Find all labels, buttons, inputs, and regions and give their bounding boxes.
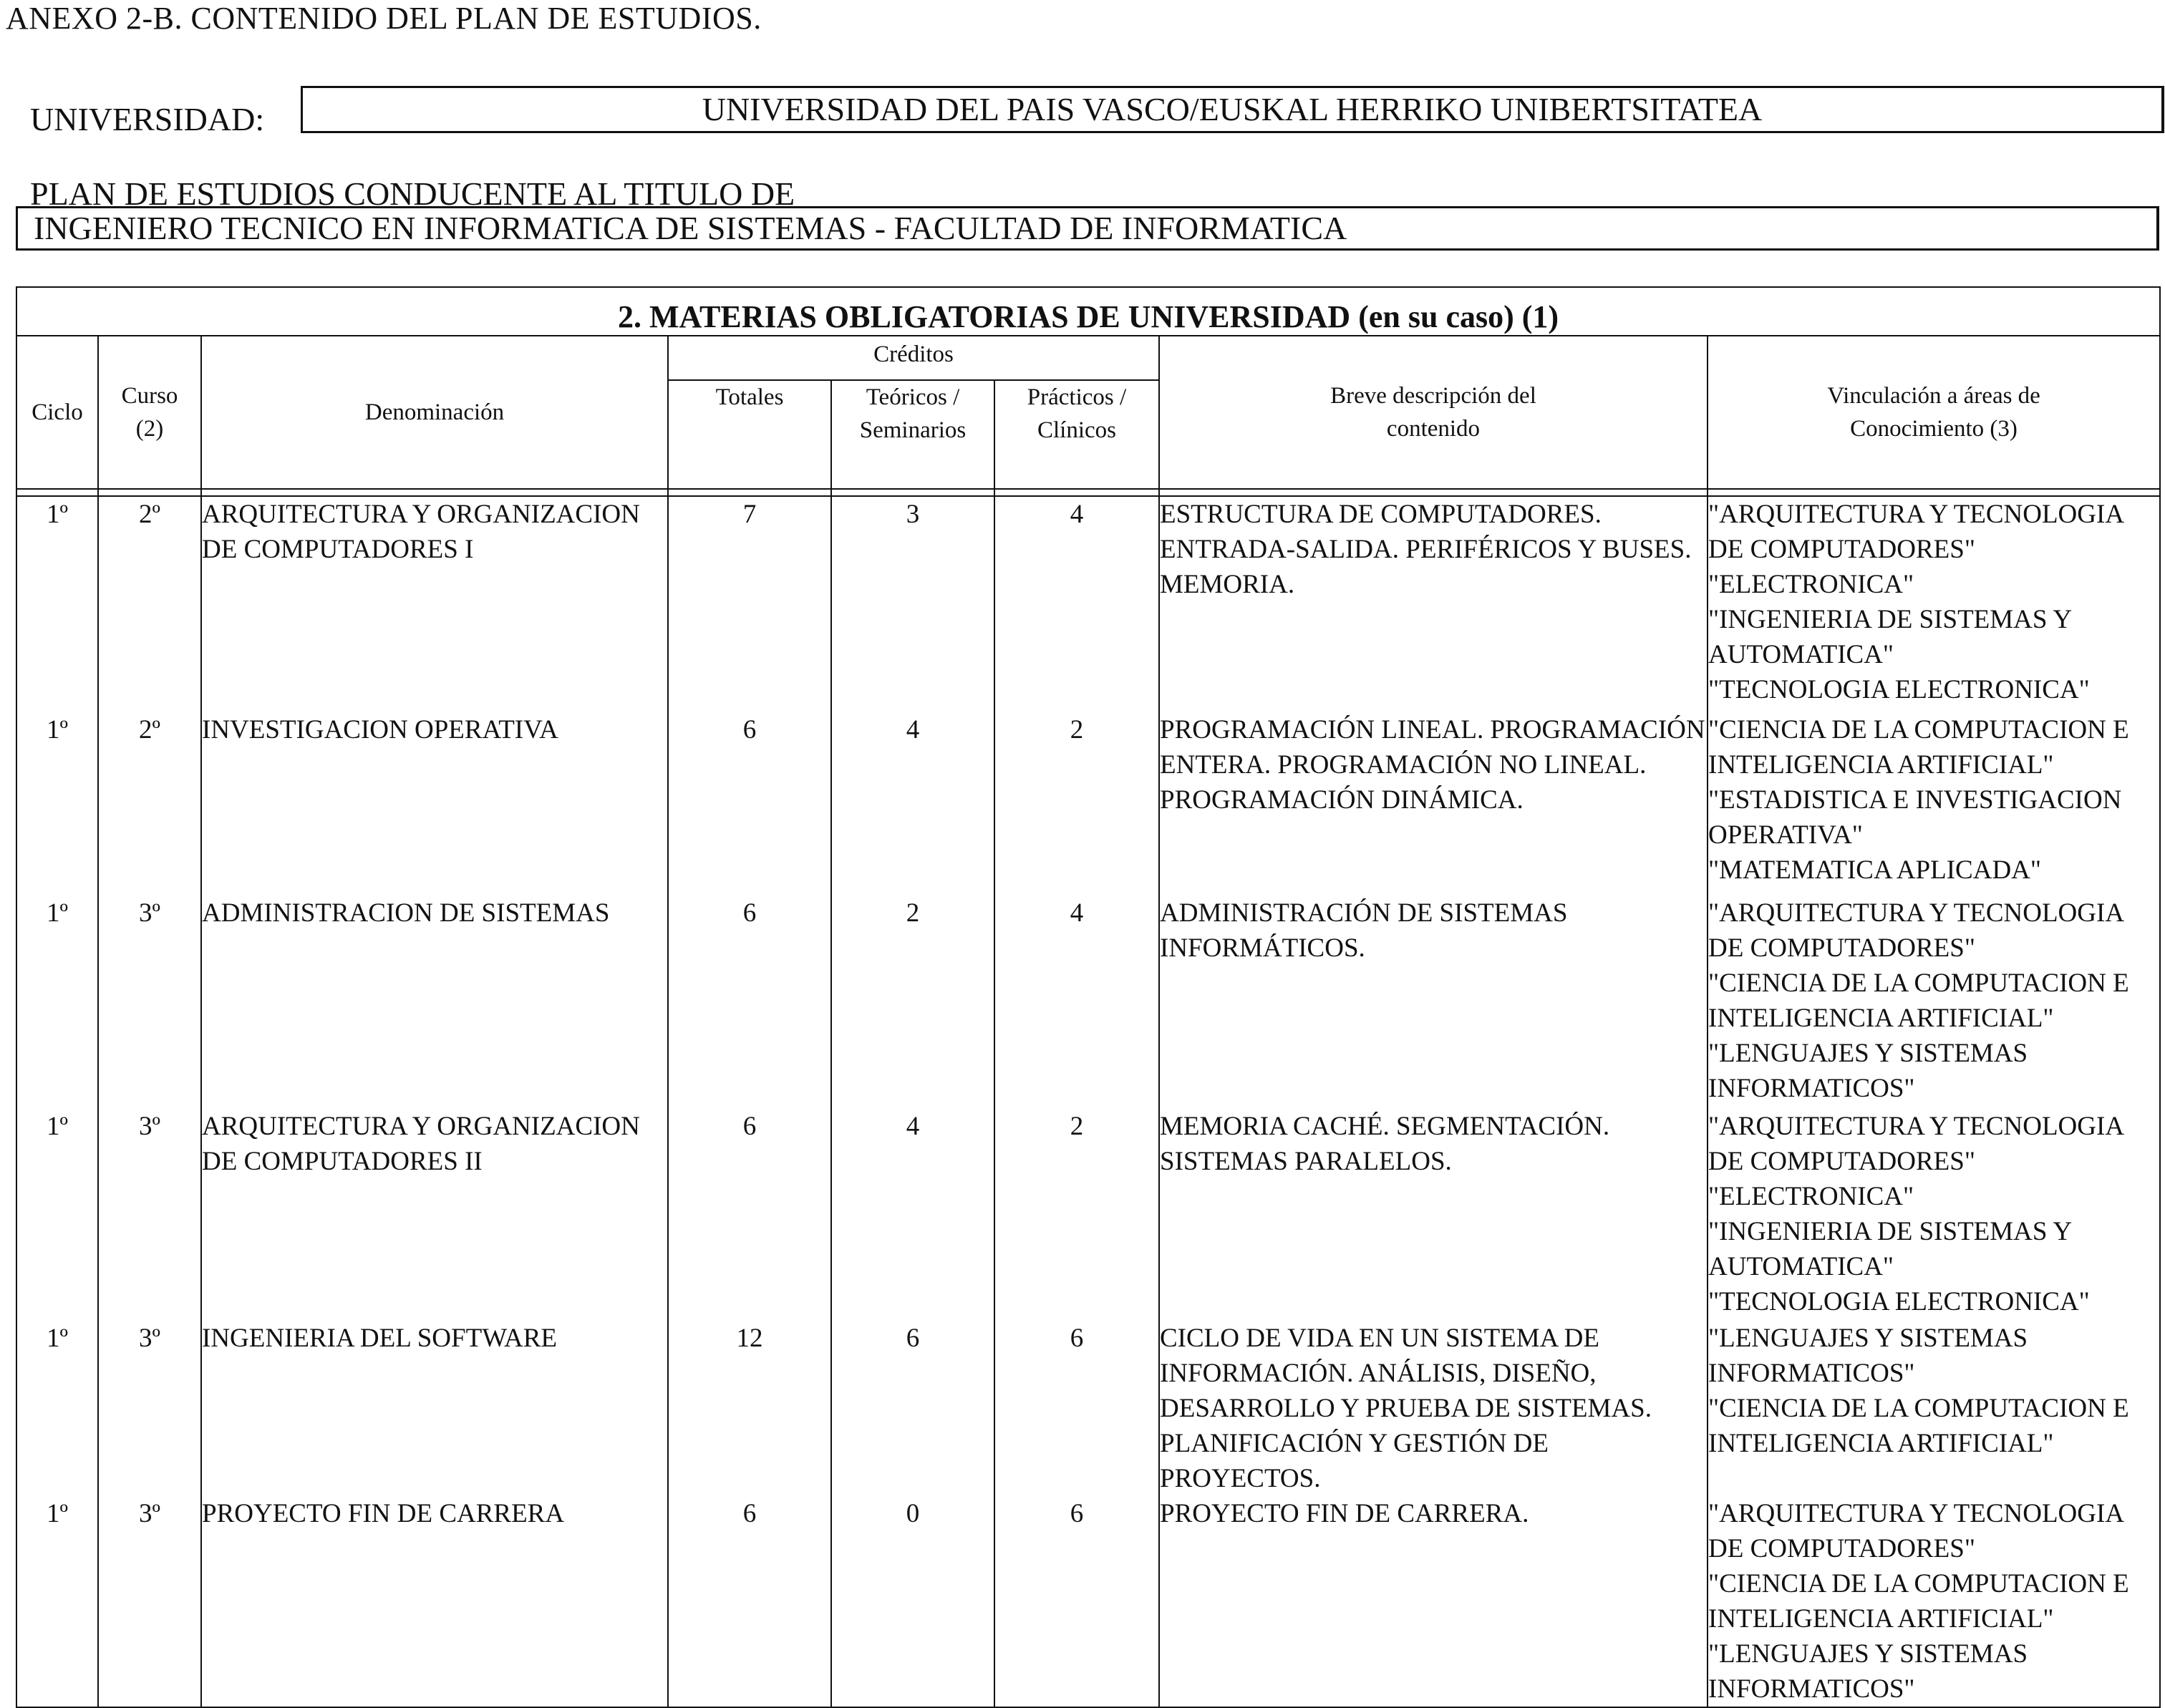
vinculacion-area: "INGENIERIA DE SISTEMAS Y AUTOMATICA" bbox=[1708, 1217, 2071, 1281]
header-totales: Totales bbox=[668, 380, 831, 489]
cell-ciclo: 1º bbox=[16, 896, 98, 1109]
header-descripcion bbox=[1159, 336, 1708, 489]
table-row bbox=[16, 496, 2160, 712]
cell-teoricos: 2 bbox=[831, 896, 994, 1109]
header-curso bbox=[98, 336, 201, 489]
vinculacion-area: "ELECTRONICA" bbox=[1708, 570, 1914, 599]
header-creditos: Créditos bbox=[668, 336, 1159, 380]
cell-vinculacion bbox=[1708, 1109, 2160, 1321]
cell-denominacion: ADMINISTRACION DE SISTEMAS bbox=[201, 896, 668, 1109]
vinculacion-area: "CIENCIA DE LA COMPUTACION E INTELIGENCIA ARTIFICIAL" bbox=[1708, 715, 2129, 780]
vinculacion-area: "ARQUITECTURA Y TECNOLOGIA DE COMPUTADORES" bbox=[1708, 898, 2123, 963]
header-teoricos-label: Teóricos / Seminarios bbox=[859, 384, 967, 443]
document-title: ANEXO 2-B. CONTENIDO DEL PLAN DE ESTUDIOS. bbox=[6, 1, 762, 36]
cell-teoricos: 6 bbox=[831, 1321, 994, 1496]
cell-vinculacion bbox=[1708, 896, 2160, 1109]
header-practicos bbox=[994, 380, 1159, 489]
cell-ciclo: 1º bbox=[16, 1109, 98, 1321]
university-name-box bbox=[301, 86, 2164, 133]
cell-curso: 3º bbox=[98, 1321, 201, 1496]
vinculacion-area: "MATEMATICA APLICADA" bbox=[1708, 855, 2041, 885]
vinculacion-area: "INGENIERIA DE SISTEMAS Y AUTOMATICA" bbox=[1708, 605, 2071, 669]
cell-denominacion: INVESTIGACION OPERATIVA bbox=[201, 712, 668, 896]
table-row bbox=[16, 896, 2160, 1109]
cell-vinculacion bbox=[1708, 712, 2160, 896]
vinculacion-area: "ARQUITECTURA Y TECNOLOGIA DE COMPUTADORES" bbox=[1708, 500, 2123, 564]
cell-vinculacion bbox=[1708, 1321, 2160, 1496]
vinculacion-area: "TECNOLOGIA ELECTRONICA" bbox=[1708, 675, 2090, 704]
header-denominacion: Denominación bbox=[201, 336, 668, 489]
cell-totales: 6 bbox=[668, 1496, 831, 1707]
university-label: UNIVERSIDAD: bbox=[30, 101, 265, 137]
cell-teoricos: 3 bbox=[831, 496, 994, 712]
section-title: 2. MATERIAS OBLIGATORIAS DE UNIVERSIDAD (en su caso) (1) bbox=[16, 287, 2160, 336]
cell-practicos: 2 bbox=[994, 1109, 1159, 1321]
vinculacion-area: "CIENCIA DE LA COMPUTACION E INTELIGENCIA ARTIFICIAL" bbox=[1708, 1394, 2129, 1458]
vinculacion-area: "CIENCIA DE LA COMPUTACION E INTELIGENCIA ARTIFICIAL" bbox=[1708, 969, 2129, 1033]
cell-curso: 3º bbox=[98, 1496, 201, 1707]
cell-practicos: 6 bbox=[994, 1321, 1159, 1496]
university-name: UNIVERSIDAD DEL PAIS VASCO/EUSKAL HERRIKO UNIBERTSITATEA bbox=[702, 91, 1763, 127]
vinculacion-area: "ELECTRONICA" bbox=[1708, 1182, 1914, 1211]
cell-descripcion: CICLO DE VIDA EN UN SISTEMA DE INFORMACIÓN. ANÁLISIS, DISEÑO, DESARROLLO Y PRUEBA DE SISTEMAS. PLANIFICACIÓN Y GESTIÓN DE PROYECTOS. bbox=[1159, 1321, 1708, 1496]
cell-teoricos: 4 bbox=[831, 712, 994, 896]
vinculacion-area: "LENGUAJES Y SISTEMAS INFORMATICOS" bbox=[1708, 1039, 2028, 1103]
cell-practicos: 6 bbox=[994, 1496, 1159, 1707]
vinculacion-area: "LENGUAJES Y SISTEMAS INFORMATICOS" bbox=[1708, 1639, 2028, 1704]
cell-totales: 6 bbox=[668, 712, 831, 896]
table-row bbox=[16, 1321, 2160, 1496]
header-ciclo: Ciclo bbox=[16, 336, 98, 489]
cell-teoricos: 4 bbox=[831, 1109, 994, 1321]
cell-descripcion: PROYECTO FIN DE CARRERA. bbox=[1159, 1496, 1708, 1707]
vinculacion-area: "ESTADISTICA E INVESTIGACION OPERATIVA" bbox=[1708, 785, 2122, 850]
cell-ciclo: 1º bbox=[16, 1496, 98, 1707]
table-row bbox=[16, 1109, 2160, 1321]
cell-curso: 2º bbox=[98, 712, 201, 896]
header-curso-label: Curso (2) bbox=[121, 383, 178, 442]
cell-practicos: 2 bbox=[994, 712, 1159, 896]
cell-ciclo: 1º bbox=[16, 1321, 98, 1496]
cell-vinculacion bbox=[1708, 1496, 2160, 1707]
cell-curso: 3º bbox=[98, 1109, 201, 1321]
plan-name: INGENIERO TECNICO EN INFORMATICA DE SISTEMAS - FACULTAD DE INFORMATICA bbox=[34, 210, 1347, 246]
cell-teoricos: 0 bbox=[831, 1496, 994, 1707]
cell-denominacion: PROYECTO FIN DE CARRERA bbox=[201, 1496, 668, 1707]
cell-curso: 2º bbox=[98, 496, 201, 712]
vinculacion-area: "ARQUITECTURA Y TECNOLOGIA DE COMPUTADORES" bbox=[1708, 1112, 2123, 1176]
plan-name-box bbox=[16, 206, 2159, 251]
vinculacion-area: "ARQUITECTURA Y TECNOLOGIA DE COMPUTADORES" bbox=[1708, 1499, 2123, 1563]
vinculacion-area: "TECNOLOGIA ELECTRONICA" bbox=[1708, 1287, 2090, 1316]
cell-denominacion: ARQUITECTURA Y ORGANIZACION DE COMPUTADORES I bbox=[201, 496, 668, 712]
header-vinculacion bbox=[1708, 336, 2160, 489]
cell-denominacion: INGENIERIA DEL SOFTWARE bbox=[201, 1321, 668, 1496]
cell-totales: 12 bbox=[668, 1321, 831, 1496]
subjects-table bbox=[16, 286, 2161, 1708]
header-vinculacion-label: Vinculación a áreas de Conocimiento (3) bbox=[1827, 383, 2040, 442]
vinculacion-area: "CIENCIA DE LA COMPUTACION E INTELIGENCIA ARTIFICIAL" bbox=[1708, 1569, 2129, 1634]
header-descripcion-label: Breve descripción del contenido bbox=[1330, 383, 1536, 442]
cell-curso: 3º bbox=[98, 896, 201, 1109]
cell-totales: 7 bbox=[668, 496, 831, 712]
cell-practicos: 4 bbox=[994, 496, 1159, 712]
header-practicos-label: Prácticos / Clínicos bbox=[1027, 384, 1127, 443]
table-row bbox=[16, 1496, 2160, 1707]
cell-totales: 6 bbox=[668, 1109, 831, 1321]
cell-denominacion: ARQUITECTURA Y ORGANIZACION DE COMPUTADORES II bbox=[201, 1109, 668, 1321]
header-teoricos bbox=[831, 380, 994, 489]
cell-totales: 6 bbox=[668, 896, 831, 1109]
cell-descripcion: ESTRUCTURA DE COMPUTADORES. ENTRADA-SALIDA. PERIFÉRICOS Y BUSES. MEMORIA. bbox=[1159, 496, 1708, 712]
cell-descripcion: MEMORIA CACHÉ. SEGMENTACIÓN. SISTEMAS PARALELOS. bbox=[1159, 1109, 1708, 1321]
table-body bbox=[16, 496, 2160, 1707]
cell-descripcion: ADMINISTRACIÓN DE SISTEMAS INFORMÁTICOS. bbox=[1159, 896, 1708, 1109]
cell-ciclo: 1º bbox=[16, 712, 98, 896]
table-row bbox=[16, 712, 2160, 896]
cell-practicos: 4 bbox=[994, 896, 1159, 1109]
vinculacion-area: "LENGUAJES Y SISTEMAS INFORMATICOS" bbox=[1708, 1324, 2028, 1388]
cell-ciclo: 1º bbox=[16, 496, 98, 712]
plan-label: PLAN DE ESTUDIOS CONDUCENTE AL TITULO DE bbox=[30, 175, 795, 212]
cell-descripcion: PROGRAMACIÓN LINEAL. PROGRAMACIÓN ENTERA. PROGRAMACIÓN NO LINEAL. PROGRAMACIÓN DINÁMICA. bbox=[1159, 712, 1708, 896]
cell-vinculacion bbox=[1708, 496, 2160, 712]
